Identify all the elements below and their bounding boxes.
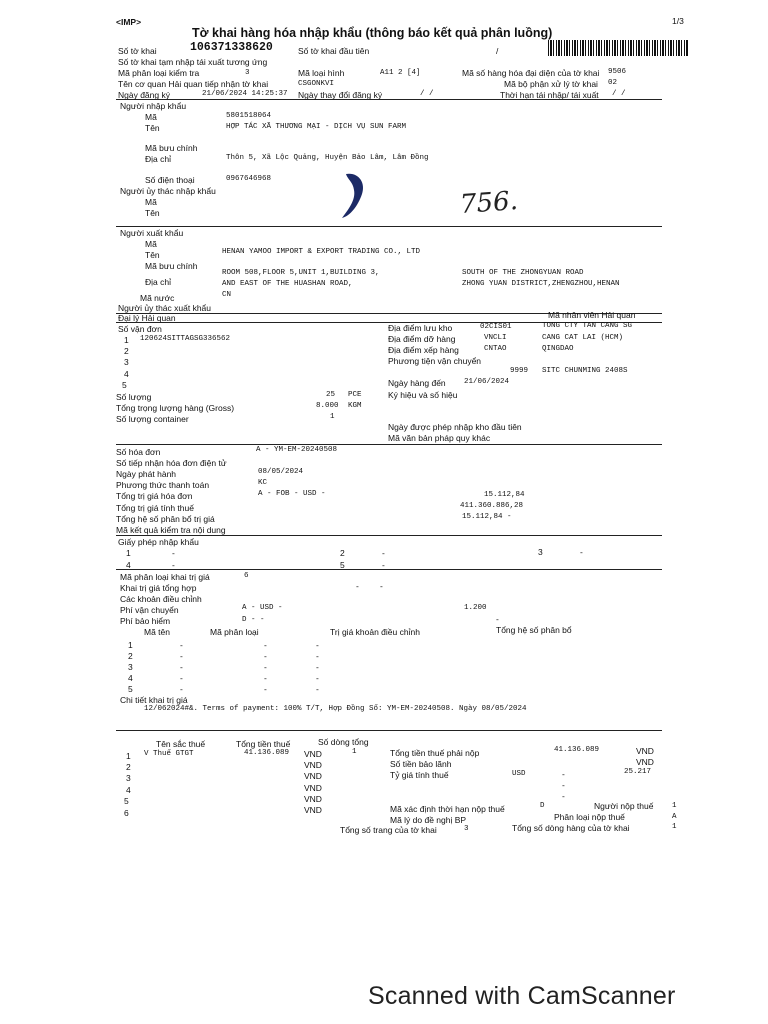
so-to-khai-dau-tien-label: Số tờ khai đầu tiên (298, 46, 370, 56)
camscanner-stamp: Scanned with CamScanner (368, 982, 676, 1010)
ma-bo-phan-value: 02 (608, 79, 618, 87)
valuation-row-num: 2 (128, 651, 133, 661)
bao-lanh-label: Số tiền bảo lãnh (390, 759, 452, 769)
giay-phep-row-1-value: - (172, 548, 175, 558)
divider (116, 569, 662, 570)
phan-loai-label: Phân loại nộp thuế (554, 812, 625, 822)
tax-row-2-currency: VND (304, 760, 322, 770)
ngay-den-value: 21/06/2024 (464, 378, 510, 386)
divider (116, 226, 662, 227)
cell-dash: - (316, 662, 319, 672)
giay-phep-row-5-value: - (382, 560, 385, 570)
importer-ma-label: Mã (145, 112, 157, 122)
phi-van-chuyen-prefix: A - USD - (242, 604, 283, 612)
phi-van-chuyen-value: 1.200 (464, 604, 487, 612)
ma-loai-hinh-value: A11 2 [4] (380, 69, 421, 77)
cell-dash: - (180, 673, 183, 683)
tax-row-1-lines: 1 (352, 748, 357, 756)
tax-row-num: 2 (126, 762, 131, 772)
tax-row-5-currency: VND (304, 794, 322, 804)
cell-dash: - (264, 684, 267, 694)
tong-he-so-label: Tổng hệ số phân bổ trị giá (116, 514, 215, 524)
giay-phep-row-4-value: - (172, 560, 175, 570)
ma-bo-phan-label: Mã bộ phận xử lý tờ khai (504, 79, 598, 89)
exporter-dia-chi-label: Địa chỉ (145, 277, 171, 287)
importer-dien-thoai-label: Số điện thoại (145, 175, 195, 185)
bao-lanh-currency: VND (636, 757, 654, 767)
valuation-row-num: 3 (128, 662, 133, 672)
thoi-han-value: / / (612, 90, 626, 98)
giay-phep-row-4: 4 (126, 560, 131, 570)
tong-dong-value: 1 (672, 823, 677, 831)
so-tam-nhap-label: Số tờ khai tạm nhập tái xuất tương ứng (118, 57, 268, 67)
tong-tri-gia-hd-label: Tổng trị giá hóa đơn (116, 491, 193, 501)
cell-dash: - (264, 640, 267, 650)
tong-dong-label: Tổng số dòng hàng của tờ khai (512, 823, 630, 833)
divider (116, 730, 662, 731)
exporter-section-label: Người xuất khẩu (120, 228, 184, 238)
ngay-thay-doi-value: / / (420, 90, 434, 98)
tong-he-so-value: 15.112,84 - (462, 513, 512, 521)
dai-ly-label: Đại lý Hải quan (118, 313, 176, 323)
so-luong-value: 25 (326, 391, 336, 399)
ngay-den-label: Ngày hàng đến (388, 378, 446, 388)
col-sac-thue: Tên sắc thuế (156, 739, 206, 749)
phuong-tien-name: SITC CHUNMING 2408S (542, 367, 628, 375)
cell-dash: - (316, 651, 319, 661)
ngay-phat-hanh-value: 08/05/2024 (258, 468, 304, 476)
phi-bao-hiem-prefix: D - - (242, 616, 265, 624)
col-tong-tien: Tổng tiền thuế (236, 739, 291, 749)
ty-gia-label: Tỷ giá tính thuế (390, 770, 449, 780)
cell-dash: - (562, 780, 565, 790)
tax-row-num: 1 (126, 751, 131, 761)
van-don-row-1: 1 (124, 335, 129, 345)
ty-gia-value: 25.217 (624, 768, 652, 776)
barcode-image (548, 40, 688, 56)
trong-luong-label: Tổng trọng lượng hàng (Gross) (116, 403, 235, 413)
cell-dash: - (562, 791, 565, 801)
cell-dash: - (180, 662, 183, 672)
phuong-thuc-label: Phương thức thanh toán (116, 480, 210, 490)
valuation-row-num: 4 (128, 673, 133, 683)
cell-dash: - (180, 684, 183, 694)
do-hang-label: Địa điểm dỡ hàng (388, 334, 456, 344)
valuation-row-num: 1 (128, 640, 133, 650)
ma-phan-loai-tri-gia-value: 6 (244, 572, 249, 580)
do-hang-name: CANG CAT LAI (HCM) (542, 334, 624, 342)
xep-hang-label: Địa điểm xếp hàng (388, 345, 459, 355)
tax-row-1-name: V Thuế GTGT (144, 750, 194, 758)
so-luong-unit: PCE (348, 391, 362, 399)
tax-row-num: 3 (126, 773, 131, 783)
giay-phep-row-2: 2 (340, 548, 345, 558)
col-so-dong: Số dòng tổng (318, 737, 369, 747)
exporter-ten-label: Tên (145, 250, 160, 260)
valuation-row-num: 5 (128, 684, 133, 694)
page-title: Tờ khai hàng hóa nhập khẩu (thông báo kết quả phân luồng) (192, 26, 553, 40)
giay-phep-row-3-value: - (580, 547, 583, 557)
so-to-khai-dau-tien-value: / (496, 46, 499, 56)
tong-phai-nop-label: Tổng tiền thuế phải nộp (390, 748, 480, 758)
nguoi-nop-label: Người nộp thuế (594, 801, 654, 811)
tax-row-num: 4 (126, 785, 131, 795)
exporter-dia-chi-line-1: ROOM 508,FLOOR 5,UNIT 1,BUILDING 3, (222, 269, 380, 277)
ma-nhan-vien-label: Mã nhân viên Hải quan (548, 310, 636, 320)
col-tri-gia: Trị giá khoản điều chỉnh (330, 627, 420, 637)
cell-dash: - (264, 673, 267, 683)
cell-dash: - (316, 673, 319, 683)
cell-dash: - (180, 640, 183, 650)
entrust-ma-label: Mã (145, 197, 157, 207)
importer-dien-thoai-value: 0967646968 (226, 175, 272, 183)
ky-hieu-label: Ký hiệu và số hiệu (388, 390, 458, 400)
ten-co-quan-value: CSGONKVI (298, 80, 335, 88)
so-to-khai-value: 106371338620 (190, 41, 273, 54)
ma-van-ban-label: Mã văn bản pháp quy khác (388, 433, 491, 443)
tax-row-1-currency: VND (304, 749, 322, 759)
giay-phep-row-3: 3 (538, 547, 543, 557)
cac-khoan-label: Các khoản điều chỉnh (120, 594, 202, 604)
tong-trang-value: 3 (464, 825, 469, 833)
phan-loai-value: A (672, 813, 677, 821)
tax-row-num: 5 (124, 796, 129, 806)
tong-trang-label: Tổng số trang của tờ khai (340, 825, 437, 835)
importer-ten-value: HỢP TÁC XÃ THƯƠNG MẠI - DỊCH VỤ SUN FARM (226, 123, 407, 131)
divider (116, 535, 662, 536)
importer-ma-buu-chinh-label: Mã bưu chính (145, 143, 198, 153)
importer-ten-label: Tên (145, 123, 160, 133)
exporter-dia-chi-line-3: SOUTH OF THE ZHONGYUAN ROAD (462, 269, 584, 277)
entrust-ten-label: Tên (145, 208, 160, 218)
divider (116, 99, 662, 100)
divider (116, 444, 662, 445)
exporter-ten-value: HENAN YAMOO IMPORT & EXPORT TRADING CO., LTD (222, 248, 421, 256)
trong-luong-unit: KGM (348, 402, 362, 410)
ma-phan-loai-kiem-tra-label: Mã phân loại kiểm tra (118, 68, 200, 78)
tong-tri-gia-thue-value: 411.360.886,28 (460, 502, 524, 510)
van-don-row-3: 3 (124, 357, 129, 367)
ngay-dang-ky-label: Ngày đăng ký (118, 90, 170, 100)
exporter-dia-chi-line-2: AND EAST OF THE HUASHAN ROAD, (222, 280, 353, 288)
tong-phai-nop-value: 41.136.089 (554, 746, 600, 754)
tong-phai-nop-currency: VND (636, 746, 654, 756)
ngay-phep-label: Ngày được phép nhập kho đầu tiên (388, 422, 522, 432)
cell-dash: - (316, 640, 319, 650)
ma-phan-loai-kiem-tra-value: 3 (245, 69, 250, 77)
handwritten-note: 756. (459, 186, 519, 220)
tax-row-4-currency: VND (304, 783, 322, 793)
ty-gia-dash: - (562, 769, 565, 779)
xac-dinh-label: Mã xác định thời hạn nộp thuế (390, 804, 505, 814)
thoi-han-label: Thời hạn tái nhập/ tái xuất (500, 90, 599, 100)
ty-gia-ccy: USD (512, 770, 526, 778)
cell-dash: - (180, 651, 183, 661)
ngay-phat-hanh-label: Ngày phát hành (116, 469, 177, 479)
giay-phep-label: Giấy phép nhập khẩu (118, 537, 199, 547)
phi-bao-hiem-dash: - (496, 614, 499, 624)
tong-tri-gia-hd-value: 15.112,84 (484, 491, 525, 499)
luu-kho-label: Địa điểm lưu kho (388, 323, 453, 333)
tax-row-3-currency: VND (304, 771, 322, 781)
so-hoa-don-label: Số hóa đơn (116, 447, 161, 457)
so-to-khai-label: Số tờ khai (118, 46, 157, 56)
giay-phep-row-5: 5 (340, 560, 345, 570)
so-luong-label: Số lượng (116, 392, 152, 402)
col-ma-ten: Mã tên (144, 627, 170, 637)
tax-row-6-currency: VND (304, 805, 322, 815)
ly-do-label: Mã lý do đề nghị BP (390, 815, 467, 825)
nguoi-nop-value: 1 (672, 802, 677, 810)
tong-tri-gia-hd-prefix: A - FOB - USD - (258, 490, 326, 498)
xep-hang-code: CNTAO (484, 345, 507, 353)
ngay-thay-doi-label: Ngày thay đổi đăng ký (298, 90, 383, 100)
exporter-ma-nuoc-value: CN (222, 291, 232, 299)
luu-kho-code: 02CIS01 (480, 323, 512, 331)
cell-dash: - (264, 662, 267, 672)
ma-so-hang-hoa-value: 9506 (608, 68, 627, 76)
so-van-don-label: Số vận đơn (118, 324, 162, 334)
cell-dash: - (264, 651, 267, 661)
so-hoa-don-value: A - YM-EM-20240508 (256, 446, 338, 454)
ngay-dang-ky-value: 21/06/2024 14:25:37 (202, 90, 288, 98)
exporter-ma-label: Mã (145, 239, 157, 249)
col-ma-phan-loai: Mã phân loại (210, 627, 259, 637)
chi-tiet-value: 12/062024#&. Terms of payment: 100% T/T, Hợp Đồng Số: YM-EM-20240508. Ngày 08/05/2024 (144, 705, 527, 713)
phuong-tien-code: 9999 (510, 367, 529, 375)
col-he-so: Tổng hệ số phân bổ (496, 625, 572, 635)
so-tiep-nhan-label: Số tiếp nhận hóa đơn điện tử (116, 458, 227, 468)
van-don-1-value: 120624SITTAGSG336562 (140, 335, 231, 343)
importer-ma-value: 5801518064 (226, 112, 272, 120)
xac-dinh-value: D (540, 802, 545, 810)
cell-dash: - (316, 684, 319, 694)
phuong-tien-label: Phương tiện vận chuyển (388, 356, 482, 366)
importer-dia-chi-label: Địa chỉ (145, 154, 171, 164)
tax-row-num: 6 (124, 808, 129, 818)
trong-luong-value: 8.000 (316, 402, 339, 410)
phuong-thuc-value: KC (258, 479, 268, 487)
container-label: Số lượng container (116, 414, 189, 424)
khai-tong-hop-dash: - (380, 581, 383, 591)
chi-tiet-label: Chi tiết khai trị giá (120, 695, 188, 705)
khai-tong-hop-label: Khai trị giá tổng hợp (120, 583, 197, 593)
van-don-row-5: 5 (122, 380, 127, 390)
luu-kho-name: TONG CTY TAN CANG SG (542, 322, 633, 330)
ma-loai-hinh-label: Mã loại hình (298, 68, 345, 78)
van-don-row-2: 2 (124, 346, 129, 356)
exporter-ma-nuoc-label: Mã nước (140, 293, 175, 303)
giay-phep-row-2-value: - (382, 548, 385, 558)
container-value: 1 (330, 413, 335, 421)
khai-tong-hop-dash: - (356, 581, 359, 591)
phi-bao-hiem-label: Phí bảo hiểm (120, 616, 171, 626)
exporter-ma-buu-chinh-label: Mã bưu chính (145, 261, 198, 271)
doc-code: <IMP> (116, 17, 142, 27)
ket-qua-label: Mã kết quả kiểm tra nội dung (116, 525, 226, 535)
xep-hang-name: QINGDAO (542, 345, 574, 353)
exporter-dia-chi-line-4: ZHONG YUAN DISTRICT,ZHENGZHOU,HENAN (462, 280, 620, 288)
importer-dia-chi-value: Thôn 5, Xã Lộc Quảng, Huyện Bảo Lâm, Lâm Đồng (226, 154, 429, 162)
ma-so-hang-hoa-label: Mã số hàng hóa đại diện của tờ khai (462, 68, 600, 78)
phi-van-chuyen-label: Phí vận chuyển (120, 605, 179, 615)
entrust-section-label: Người ủy thác nhập khẩu (120, 186, 216, 196)
page-number: 1/3 (672, 16, 684, 26)
tong-tri-gia-thue-label: Tổng trị giá tính thuế (116, 503, 194, 513)
tax-row-1-amount: 41.136.089 (244, 749, 290, 757)
van-don-row-4: 4 (124, 369, 129, 379)
ma-phan-loai-tri-gia-label: Mã phân loại khai trị giá (120, 572, 210, 582)
giay-phep-row-1: 1 (126, 548, 131, 558)
ink-mark-icon (336, 170, 372, 222)
exporter-uy-thac-label: Người ủy thác xuất khẩu (118, 303, 212, 313)
importer-section-label: Người nhập khẩu (120, 101, 187, 111)
do-hang-code: VNCLI (484, 334, 507, 342)
ten-co-quan-label: Tên cơ quan Hải quan tiếp nhận tờ khai (118, 79, 269, 89)
